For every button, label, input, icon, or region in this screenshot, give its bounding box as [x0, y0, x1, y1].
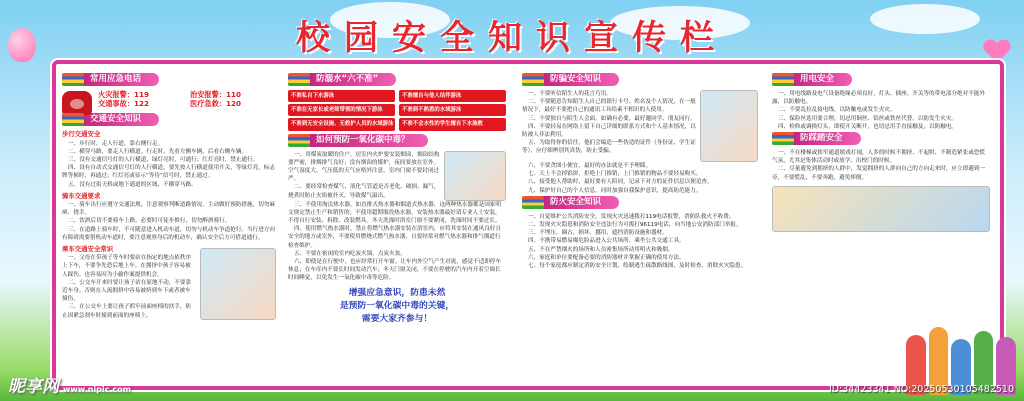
- hotline-police: 治安报警：110: [190, 90, 241, 99]
- traffic-illustration: [200, 248, 276, 320]
- traffic-safety-header: 交通安全知识: [80, 113, 159, 126]
- paragraph: 六、家庭和单位要配备必要的消防器材并掌握正确的使用方法。: [528, 254, 685, 261]
- paragraph: 一、不在楼梯或狭窄通道嬉戏打闹，人多的时候不拥挤、不起哄、不制造紧张或恐慌气氛，尤其是集体活动时或放学、出校门的时候。: [772, 150, 985, 165]
- paragraph: 七、每个家庭都应制定消防安全计划，绘制逃生疏散路线图，及时检查、消除火灾隐患。: [528, 263, 747, 270]
- drowning-rule: 不准到无安全设施、无救护人员的水域游泳: [288, 118, 395, 130]
- hotline-fire: 火灾报警：119: [98, 90, 149, 99]
- paragraph: 四、设有自动式交通信号灯的人行横道，要先按人行横道使用开关，等绿灯亮，标志牌等候时，再通过；红灯亮或显示“等待”信号时，禁止通过。: [62, 165, 275, 180]
- hotline-traffic: 交通事故：122: [98, 99, 149, 109]
- paragraph: 五、不在严禁烟火的场所和人员密集场所动用明火和吸烟。: [528, 246, 674, 253]
- watermark-brand: [8, 372, 131, 397]
- telephone-icon: [62, 91, 92, 115]
- hotline-medical: 医疗急救：120: [190, 99, 241, 109]
- paragraph: 一、自觉维护公共消防安全，发现火灾迅速拨打119电话报警，消防队救火不收费。: [528, 213, 735, 220]
- page-title: 校园安全知识宣传栏: [296, 18, 728, 58]
- books-icon: [62, 113, 84, 126]
- books-icon: [62, 73, 84, 86]
- anti-fraud-header: 防骗安全知识: [540, 73, 619, 86]
- cycling-subheading: 骑车交通要求: [62, 191, 101, 200]
- section-header: [288, 72, 506, 87]
- section-header: [772, 72, 990, 87]
- slogan-line: 是预防一氧化碳中毒的关键，: [339, 300, 455, 311]
- section-header: [62, 72, 276, 87]
- paragraph: 一、骑车出行应遵守交通法规，注意观察判断道路情况。主动做好预防措施，切勿麻痹、侥幸。: [62, 202, 275, 217]
- watermark-url: www.nipic.com: [63, 385, 131, 394]
- paragraph: 二、不要随意告知陌生人自己的银行卡号、姓名及个人情况，在一般情况下，最好不要把自己的通讯工具给素不相识的人使用。: [522, 99, 696, 114]
- co-illustration: [444, 151, 506, 201]
- paragraph: 四、检修或调换灯头，即使开关断开，也切忌用手直接触及，以防触电。: [778, 123, 958, 130]
- paragraph: 二、横穿马路，要走人行横道。行走时，先看左侧车辆，后看右侧车辆。: [68, 148, 248, 155]
- section-header: [62, 112, 276, 127]
- stampede-safety-header: 防踩踏安全: [790, 132, 861, 145]
- books-icon: [772, 73, 794, 86]
- hotline-grid: [98, 91, 276, 108]
- walking-subheading: 步行交通安全: [62, 130, 101, 139]
- paragraph: 二、发现火灾隐患和消防安全违法行为可拨打96119电话，向当地公安消防部门举报。: [528, 222, 742, 229]
- paragraph: 九、保护好自己的个人信息，同时加强自我保护意识，提高防范能力。: [528, 187, 702, 194]
- slogan-line: 需要大家齐参与！: [361, 313, 433, 324]
- paragraph: 七、天上不会掉馅饼，拒绝上门推销，上门推销的物品不要轻易购买。: [528, 171, 702, 178]
- paragraph: 五、没有过街天桥或地下通道的区域，不横穿马路。: [68, 181, 197, 188]
- paragraph: 一、父母在带孩子等车时要站在指定的地点依秩序上下车，不要争先恐后地上车。在拥挤中孩子容易被人踩伤。也容易因为小偷作案提供机会。: [62, 255, 192, 278]
- paragraph: 二、尽量避免到拥挤的人群中，发觉拥挤的人群向自己的方向走来时，应立即避到一旁，不要慌乱，不要奔跑，避免摔倒。: [772, 166, 985, 181]
- paragraph: 三、在道路上骑车时，不可随意进入机动车道，切勿与机动车争道抢行。当行进方向有障碍需要借机动车道时，要注意观察身后的机动车，确认安全后方可借道通行。: [62, 226, 275, 241]
- watermark-id: ID:34423341 NO:20250530105482510: [828, 384, 1014, 395]
- paragraph: 一、步行时，走人行道，靠右侧行走。: [68, 140, 164, 147]
- paragraph: 四、使用燃气热水器时，禁止将燃气热水器安装在浴室内，应将其安装在通风良好且安全的地方或室外，不要使用燃烧式燃气热水器，且要经常对燃气热水器和排气烟道行检查维护。: [288, 226, 501, 249]
- watermark-brand-text: 昵享网: [8, 377, 59, 397]
- section-header: [288, 133, 506, 148]
- electricity-safety-header: 用电安全: [790, 73, 852, 86]
- slogan-line: 增强应急意识，防患未然: [348, 287, 446, 298]
- paragraph: 三、不使用淘汰热水器，如直排式热水器和烟道式热水器，这两种热水器都是国家明文规定禁止生产和销售的；不使用超期服役热水器，安装热水器最好请专业人士安装，不得自行安装、拆除、改装燃具。冬天洗澡时浴室门窗不要紧闭，洗澡时间不要过长。: [288, 201, 501, 225]
- drowning-rule: 不准擅自与他人结伴游泳: [399, 90, 506, 102]
- emergency-phones-header: 常用应急电话: [80, 73, 159, 86]
- fraud-illustration: [700, 90, 758, 162]
- paragraph: 一、用煤炭取暖的住户，居室内火炉要安装烟囱，烟囱结构要严密，排烟排气良好；没有烟囱的煤炉，夜间要放在室外。空气湿度大、气压低的天气应格外注意，室内门窗不要封闭过严。: [288, 151, 440, 183]
- paragraph: 二、饮酒后切不要骑车上路，必要时可徒步推行，切勿醉酒骑行。: [68, 218, 231, 225]
- paragraph: 五、为取得你的信任，他们会编造一些伪造的证件（身份证、学生证等），应仔细辨别其真伪，防止受骗。: [522, 140, 696, 155]
- fire-safety-header: 防火安全知识: [540, 196, 619, 209]
- drowning-header: 防溺水“六不准”: [306, 73, 396, 86]
- paragraph: 六、即使是在行驶中，也应经常打开车窗。让车内外空气产生对流，感觉不适即停车休息；在车库内不要长时间发动汽车；冬天门窗关闭，不要在停驶的汽车内开着空调长时间睡觉，以免发生一氧化碳中毒等危险。: [288, 259, 501, 282]
- drowning-rule: 不准私自下水游泳: [288, 90, 395, 102]
- paragraph: 三、保险丝选用要合理，切忌用铜丝、铝丝或铁丝代替，以防发生火灾。: [778, 115, 958, 122]
- paragraph: 四、不携带易燃易爆危险品进入公共场所、乘坐公共交通工具。: [528, 238, 685, 245]
- books-icon: [522, 196, 544, 209]
- stampede-illustration: [772, 186, 990, 232]
- paragraph: 三、没有交通信号灯的人行横道，绿灯亮时，可通行；红灯亮时，禁止通行。: [68, 157, 259, 164]
- paragraph: 一、用电线路及电气设备绝缘必须良好，灯头、插座、开关等的带电部分绝对不能外露，以防触电。: [772, 91, 985, 106]
- drowning-rule: 不准到不熟悉的水域游泳: [399, 104, 506, 116]
- books-icon: [522, 73, 544, 86]
- drowning-rule: 不准不会水性的学生擅自下水施救: [399, 118, 506, 130]
- paragraph: 五、不要在密闭的室内吃炭火锅、点炭火盆。: [294, 250, 406, 257]
- paragraph: 一、不要听信陌生人的花言巧语。: [528, 91, 612, 97]
- books-icon: [288, 73, 310, 86]
- paragraph: 二、公交车开来时要让孩子站在原地不动，不要靠近车身。否则在人流拥挤中容易被挤到车下或者被车撞伤。: [62, 279, 192, 303]
- paragraph: 八、接受他人帮助时，最好要有人陪同，记录下对方的证件信息以便追查。: [528, 179, 713, 186]
- books-icon: [288, 134, 310, 147]
- section-header: [772, 131, 990, 146]
- paragraph: 二、要经常检查煤气、液化气管道是否老化、破损、漏气，烧煮时防止火焰被扑灭，导致煤气溢出。: [288, 184, 440, 199]
- section-header: [522, 72, 758, 87]
- carbon-monoxide-header: 如何预防一氧化碳中毒？: [306, 134, 428, 147]
- paragraph: 三、不埋压、圈占、损坏、挪用、遮挡消防设施和器材。: [528, 230, 668, 237]
- paragraph: 三、在公交车上要让孩子抓牢前面座椅的扶手，防止因紧急刹车时撞到前面的座椅上。: [62, 304, 192, 319]
- bus-subheading: 乘车交通安全常识: [62, 245, 114, 254]
- paragraph: 二、不要乱拉乱接电线，以防触电或发生火灾。: [778, 107, 896, 114]
- section-header: [522, 195, 758, 210]
- paragraph: 四、不要轻易在网络上留下自己详细的联系方式和个人基本情况，以防被人非法利用。: [522, 123, 696, 139]
- paragraph: 六、不要贪图小便宜，最好的办法就是不予理睬。: [528, 163, 652, 169]
- books-icon: [772, 132, 794, 145]
- column-drowning-co: [288, 72, 506, 380]
- bulletin-board: [52, 60, 1004, 390]
- column-fraud-fire: [522, 72, 758, 380]
- drowning-rule: 不准在无家长或老师带领的情况下游泳: [288, 104, 395, 116]
- slogan: [288, 287, 506, 326]
- column-emergency-traffic: [62, 72, 276, 380]
- paragraph: 三、不要独自与陌生人会面，如确有必要，最好邀同学、朋友同行。: [528, 115, 696, 122]
